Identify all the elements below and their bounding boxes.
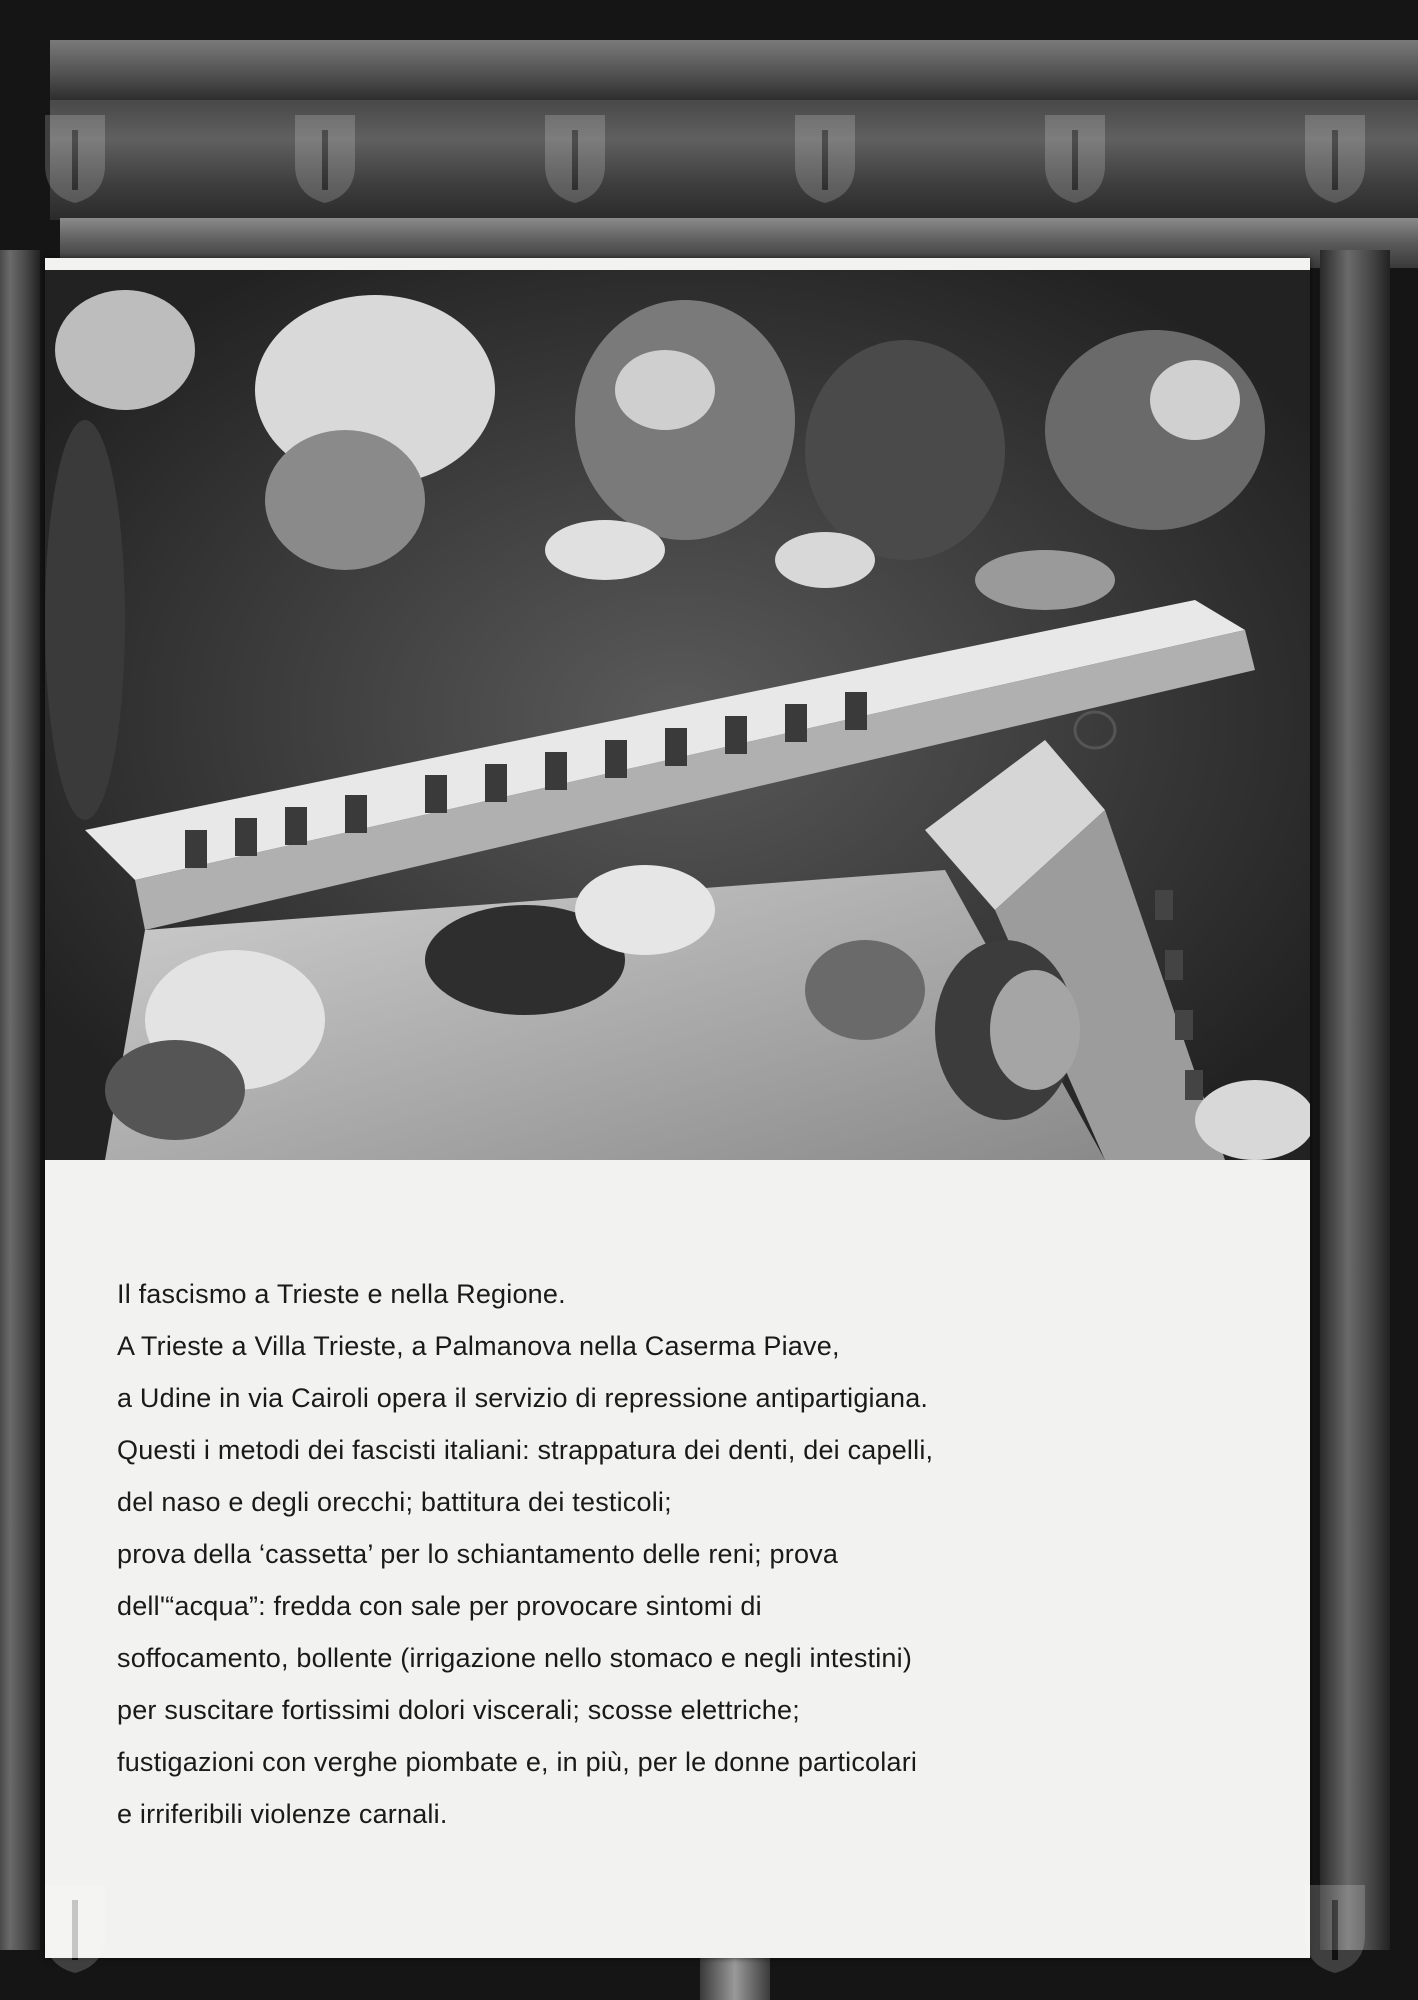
wooden-post-right — [1320, 250, 1390, 1950]
watermark-shield-icon — [1040, 110, 1110, 206]
exhibit-caption — [117, 1268, 1297, 1840]
caption-line: Questi i metodi dei fascisti italiani: strappatura dei denti, dei capelli, — [117, 1435, 934, 1465]
caption-title: Il fascismo a Trieste e nella Regione. — [117, 1279, 566, 1309]
watermark-shield-icon — [40, 110, 110, 206]
caption-line: dell'“acqua”: fredda con sale per provocare sintomi di — [117, 1591, 762, 1621]
watermark-shield-icon — [540, 110, 610, 206]
caption-line: soffocamento, bollente (irrigazione nello stomaco e negli intestini) — [117, 1643, 913, 1673]
watermark-shield-icon — [1300, 1880, 1370, 1976]
caption-line: a Udine in via Cairoli opera il servizio di repressione antipartigiana. — [117, 1383, 929, 1413]
caption-line: e irriferibili violenze carnali. — [117, 1799, 448, 1829]
caption-line: del naso e degli orecchi; battitura dei testicoli; — [117, 1487, 672, 1517]
watermark-shield-icon — [1300, 110, 1370, 206]
caption-line: fustigazioni con verghe piombate e, in più, per le donne particolari — [117, 1747, 918, 1777]
watermark-shield-icon — [40, 1880, 110, 1976]
caption-line: prova della ‘cassetta’ per lo schiantamento delle reni; prova — [117, 1539, 839, 1569]
watermark-shield-icon — [790, 110, 860, 206]
caption-line: per suscitare fortissimi dolori viscerali; scosse elettriche; — [117, 1695, 800, 1725]
watermark-shield-icon — [290, 110, 360, 206]
wooden-post-left — [0, 250, 40, 1950]
wooden-frame-rail — [50, 40, 1418, 100]
historical-photo — [45, 270, 1310, 1160]
caption-line: A Trieste a Villa Trieste, a Palmanova nella Caserma Piave, — [117, 1331, 840, 1361]
crowd-photo-illustration — [45, 270, 1310, 1160]
exhibit-panel — [45, 258, 1310, 1958]
